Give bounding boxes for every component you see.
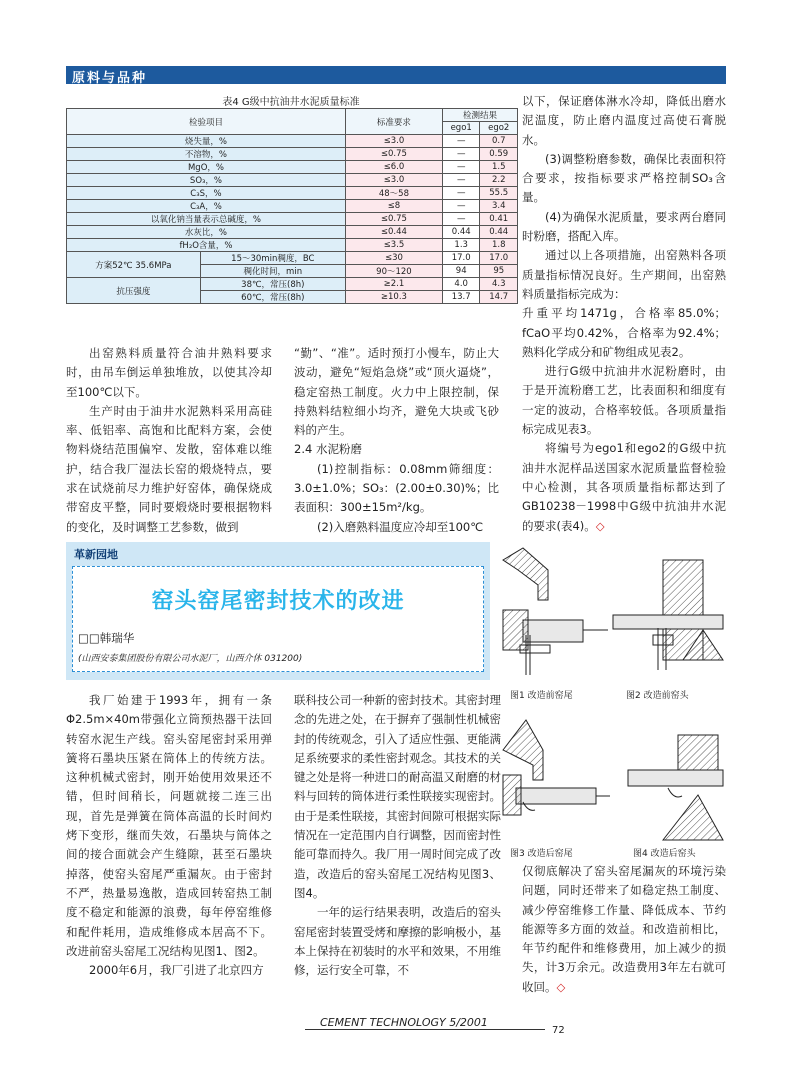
table-row: [67, 213, 518, 226]
journal-footer: CEMENT TECHNOLOGY 5/2001: [320, 1016, 488, 1029]
paragraph: 通过以上各项措施，出窑熟料各项质量指标情况良好。生产期间，出窑熟料质量指标完成为：: [522, 248, 726, 301]
cell-standard: 90～120: [345, 265, 442, 278]
cell-standard: ≤0.75: [345, 213, 442, 226]
cell-ego1: 17.0: [442, 252, 480, 265]
table-row: [67, 239, 518, 252]
cell-ego2: 0.7: [480, 135, 518, 148]
cell-ego2: 2.2: [480, 174, 518, 187]
paragraph: [522, 862, 726, 997]
table-caption: 表4 G级中抗油井水泥质量标准: [222, 97, 360, 108]
cell-subitem: 稠化时间，min: [200, 265, 345, 278]
cell-ego1: —: [442, 213, 480, 226]
table-row: [67, 135, 518, 148]
text-column-3: [522, 92, 726, 536]
header-ego1: ego1: [442, 122, 480, 135]
cell-ego2: 0.44: [480, 226, 518, 239]
cell-ego1: 0.44: [442, 226, 480, 239]
cell-ego2: 4.3: [480, 278, 518, 291]
article-column-1: [66, 691, 272, 980]
cell-ego2: 55.5: [480, 187, 518, 200]
end-mark-icon: ◇: [595, 518, 605, 533]
cell-standard: ≤3.0: [345, 135, 442, 148]
cell-standard: ≥2.1: [345, 278, 442, 291]
cell-ego2: 17.0: [480, 252, 518, 265]
table-row: [67, 278, 518, 291]
section-header-title: 原料与品种: [72, 71, 148, 86]
end-mark-icon: ◇: [556, 979, 566, 994]
footer-rule: [305, 1029, 545, 1030]
cell-group-label: 方案52℃ 35.6MPa: [67, 252, 201, 278]
cell-item: 水灰比，%: [67, 226, 346, 239]
cell-ego1: —: [442, 187, 480, 200]
table-row: [67, 174, 518, 187]
paragraph: (4)为确保水泥质量，要求两台磨同时粉磨，搭配入库。: [522, 209, 726, 244]
paragraph: 一年的运行结果表明，改造后的窑头窑尾密封装置受烤和摩擦的影响极小，基本上保持在初装时的水平和效果，不用维修，运行安全可靠，不: [294, 905, 501, 978]
text-column-1: [66, 344, 272, 537]
section-heading: 2.4 水泥粉磨: [294, 442, 362, 457]
cell-ego2: 0.59: [480, 148, 518, 161]
cell-ego2: 0.41: [480, 213, 518, 226]
cell-standard: ≥10.3: [345, 291, 442, 304]
fig1-caption: 图1 改造前窑尾: [510, 691, 573, 701]
article-column-2: [294, 691, 501, 980]
table-row: [67, 252, 518, 265]
cell-ego1: —: [442, 161, 480, 174]
cell-standard: ≤0.44: [345, 226, 442, 239]
cell-ego1: —: [442, 135, 480, 148]
cell-item: 不溶物，%: [67, 148, 346, 161]
cell-item: C₃S，%: [67, 187, 346, 200]
quality-standard-table: [66, 108, 518, 304]
cell-group-label: 抗压强度: [67, 278, 201, 304]
text-column-2: [294, 344, 499, 537]
header-result: 检测结果: [442, 109, 517, 122]
page-number: 72: [552, 1025, 565, 1036]
cell-item: 以氧化钠当量表示总碱度，%: [67, 213, 346, 226]
section-header-band: [66, 66, 726, 84]
paragraph: 2000年6月，我厂引进了北京四方: [89, 963, 264, 978]
cell-ego1: 13.7: [442, 291, 480, 304]
cell-ego2: 1.8: [480, 239, 518, 252]
header-item: 检验项目: [67, 109, 346, 135]
fig2-caption: 图2 改造前窑头: [626, 691, 689, 701]
paragraph: [522, 439, 726, 535]
paragraph: 出窑熟料质量符合油井熟料要求时，由吊车倒运单独堆放，以使其冷却至100℃以下。: [66, 346, 272, 399]
table-row: [67, 148, 518, 161]
cell-subitem: 60℃，常压(8h): [200, 291, 345, 304]
column-label: 革新园地: [74, 548, 118, 561]
paragraph: 联科技公司一种新的密封技术。其密封理念的先进之处，在于摒弃了强制性机械密封的传统观念，引入了适应性强、更能满足系统要求的柔性密封观念。其技术的关键之处是将一种进口的耐高温又耐磨的材料与回转的筒体进行柔性联接实现密封。由于是柔性联接，其密封间隙可根据实际情况在一定范围内自行调整，因而密封性能可靠而持久。我厂用一周时间完成了改造，改造后的窑头窑尾工况结构见图3、图4。: [294, 693, 501, 900]
article-title: 窑头窑尾密封技术的改进: [151, 589, 405, 614]
cell-subitem: 15～30min稠度，BC: [200, 252, 345, 265]
cell-ego2: 95: [480, 265, 518, 278]
table-row: [67, 226, 518, 239]
paragraph-text: 仅彻底解决了窑头窑尾漏灰的环境污染问题，同时还带来了如稳定热工制度、减少停窑维修工作量、降低成本、节约能源等多方面的效益。和改造前相比，年节约配件和维修费用，加上减少的损失，计3万余元。改造费用3年左右就可收回。: [522, 864, 726, 994]
paragraph: “勤”、“准”。适时预打小慢车，防止大波动，避免“短焰急烧”或“顶火逼烧”，稳定窑热工制度。火力中上限控制，保持熟料结粒细小均齐，避免大块或飞砂料的产生。: [294, 346, 499, 438]
cell-standard: ≤0.75: [345, 148, 442, 161]
cell-item: SO₃，%: [67, 174, 346, 187]
paragraph: 生产时由于油井水泥熟料采用高硅率、低铝率、高饱和比配料方案，会使物料烧结范围偏窄、发散，窑体难以维护，结合我厂湿法长窑的煅烧特点，要求在试烧前尽力维护好窑体，确保烧成带窑皮平整，同时要煅烧时要根据物料的变化，及时调整工艺参数，做到: [66, 403, 272, 534]
paragraph: 升重平均1471g，合格率85.0%；fCaO平均0.42%，合格率为92.4%；熟料化学成分和矿物组成见表2。: [522, 306, 726, 359]
fig4-caption: 图4 改造后窑头: [633, 849, 696, 859]
cell-ego1: —: [442, 174, 480, 187]
paragraph: (2)入磨熟料温度应冷却至100℃: [317, 519, 484, 534]
cell-ego2: 3.4: [480, 200, 518, 213]
paragraph: (1)控制指标：0.08mm筛细度：3.0±1.0%；SO₃：(2.00±0.30)%；比表面积：300±15m²/kg。: [294, 461, 499, 515]
cell-ego1: 94: [442, 265, 480, 278]
cell-standard: 48～58: [345, 187, 442, 200]
paragraph: 我厂始建于1993年，拥有一条Φ2.5m×40m带强化立筒预热器干法回转窑水泥生产线。窑头窑尾密封采用弹簧将石墨块压紧在筒体上的传统方法。这种机械式密封，刚开始使用效果还不错，但时间稍长，问题就接二连三出现，首先是弹簧在筒体高温的长时间灼烤下变形，继而失效，石墨块与筒体之间的接合面就会产生缝隙，甚至石墨块掉落，使窑头窑尾严重漏灰。由于密封不严，热量易逸散，造成回转窑热工制度不稳定和能源的浪费，每年停窑维修和配件耗用，造成维修成本居高不下。改进前窑头窑尾工况结构见图1、图2。: [66, 693, 272, 958]
article-affiliation: (山西安泰集团股份有限公司水泥厂，山西介休 031200): [78, 654, 303, 664]
article-column-3: [522, 862, 726, 997]
header-ego2: ego2: [480, 122, 518, 135]
paragraph: (3)调整粉磨参数，确保比表面积符合要求，按指标要求严格控制SO₃含量。: [522, 151, 726, 205]
table-row: [67, 161, 518, 174]
cell-ego1: 1.3: [442, 239, 480, 252]
cell-item: fH₂O含量，%: [67, 239, 346, 252]
paragraph-text: 将编号为ego1和ego2的G级中抗油井水泥样品送国家水泥质量监督检验中心检测，其各项质量指标都达到了GB10238－1998中G级中抗油井水泥的要求(表4)。: [522, 441, 726, 533]
figures-panel: [498, 540, 728, 870]
cell-standard: ≤3.0: [345, 174, 442, 187]
paragraph: 进行G级中抗油井水泥粉磨时，由于是开流粉磨工艺，比表面积和细度有一定的波动，合格率较低。各项质量指标完成见表3。: [522, 364, 726, 437]
cell-item: 烧失量，%: [67, 135, 346, 148]
cell-standard: ≤3.5: [345, 239, 442, 252]
table-row: [67, 200, 518, 213]
paragraph: 以下，保证磨体淋水冷却，降低出磨水泥温度，防止磨内温度过高使石膏脱水。: [522, 94, 726, 147]
cell-standard: ≤6.0: [345, 161, 442, 174]
cell-ego2: 1.5: [480, 161, 518, 174]
cell-ego2: 14.7: [480, 291, 518, 304]
cell-ego1: —: [442, 200, 480, 213]
cell-item: MgO，%: [67, 161, 346, 174]
cell-ego1: —: [442, 148, 480, 161]
cell-standard: ≤30: [345, 252, 442, 265]
article-author: □□韩瑞华: [78, 631, 135, 645]
cell-subitem: 38℃，常压(8h): [200, 278, 345, 291]
fig3-caption: 图3 改造后窑尾: [510, 849, 573, 859]
header-standard: 标准要求: [345, 109, 442, 135]
cell-ego1: 4.0: [442, 278, 480, 291]
table-row: [67, 187, 518, 200]
cell-item: C₃A，%: [67, 200, 346, 213]
cell-standard: ≤8: [345, 200, 442, 213]
